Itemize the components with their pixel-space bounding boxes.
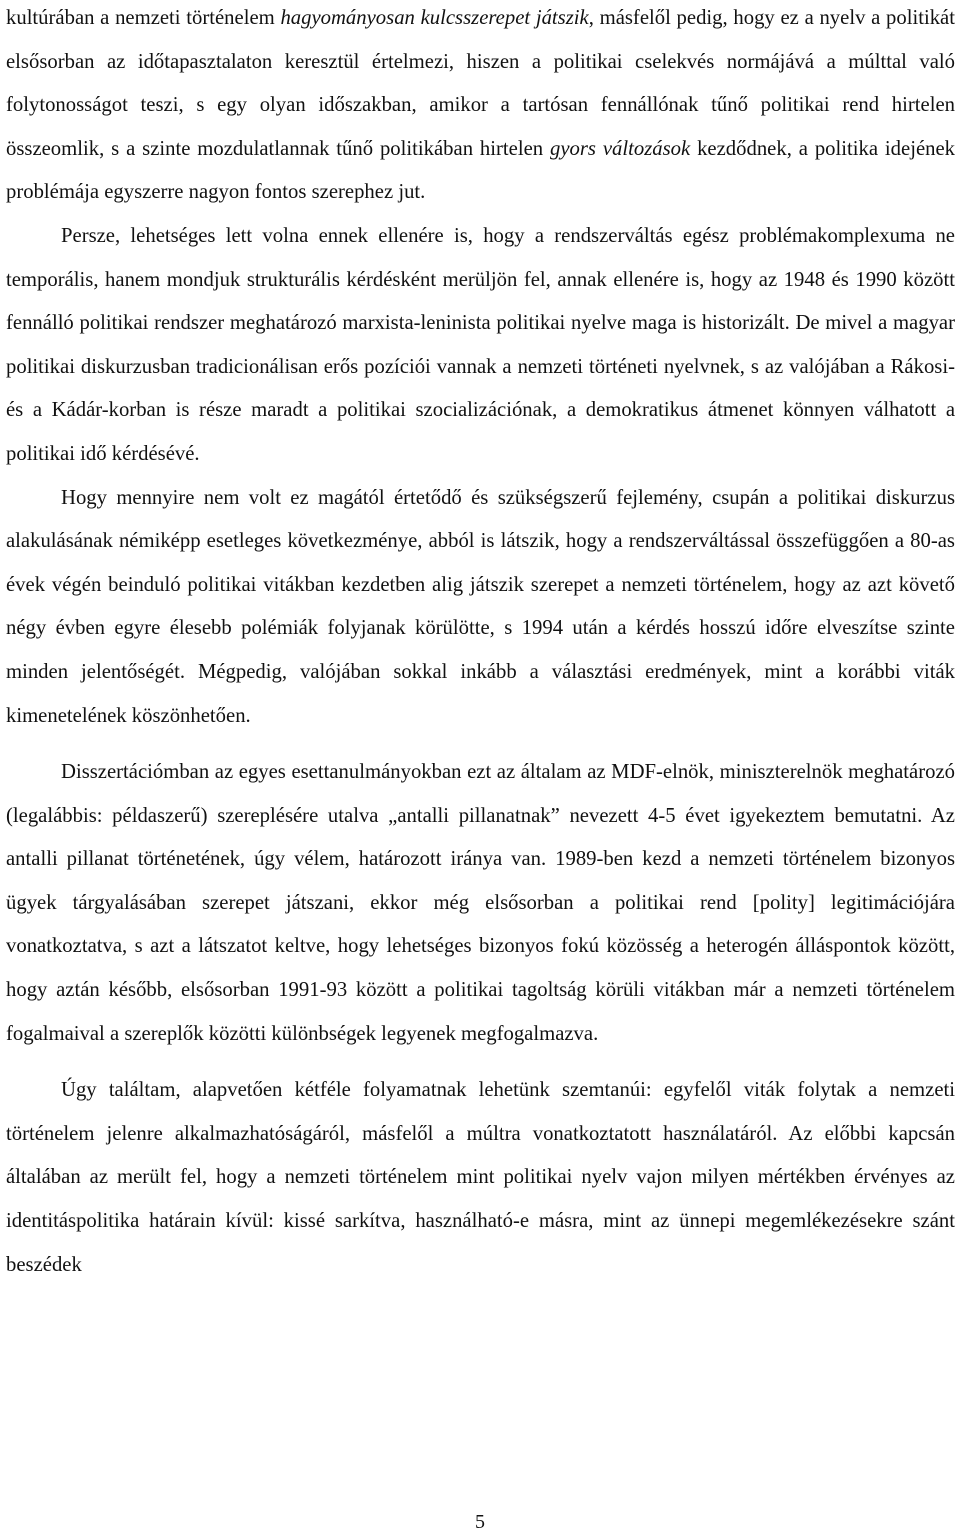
paragraph <box>6 0 955 215</box>
paragraph: Disszertációmban az egyes esettanulmányokban ezt az általam az MDF-elnök, miniszterelnök meghatározó (legalábbis: példaszerű) szereplésére utalva „antalli pillanatnak” nevezett 4-5 évet igyekeztem bemutatni. Az antalli pillanat történetének, úgy vélem, határozott iránya van. 1989-ben kezd a nemzeti történelem bizonyos ügyek tárgyalásában szerepet játszani, ekkor még elsősorban a politikai rend [polity] legitimációjára vonatkoztatva, s azt a látszatot keltve, hogy lehetséges bizonyos fokú közösség a heterogén álláspontok között, hogy aztán később, elsősorban 1991-93 között a politikai tagoltság körüli vitákban már a nemzeti történelem fogalmaival a szereplők közötti különbségek legyenek megfogalmazva. <box>6 761 955 1045</box>
paragraph-text: , másfelől pedig, hogy ez a nyelv a politikát elsősorban az időtapasztalaton keresztül értelmezi, hiszen a politikai cselekvés normájává a múlttal való folytonosságot teszi, s egy olyan időszakban, amikor a tartósan fennállónak tűnő politikai rend hirtelen összeomlik, s a szinte mozdulatlannak tűnő politikában hirtelen <box>6 7 955 160</box>
paragraph-text: kultúrában a nemzeti történelem <box>6 7 281 29</box>
paragraph: Hogy mennyire nem volt ez magától értetődő és szükségszerű fejlemény, csupán a politikai diskurzus alakulásának némiképp esetleges következménye, abból is látszik, hogy a rendszerváltással összefüggően a 80-as évek végén beinduló politikai vitákban kezdetben alig játszik szerepet a nemzeti történelem, hogy az azt követő négy évben egyre élesebb polémiák folyjanak körülötte, s 1994 után a kérdés hosszú időre elveszítse szinte minden jelentőségét. Mégpedig, valójában sokkal inkább a választási eredmények, mint a korábbi viták kimenetelének köszönhetően. <box>6 486 955 727</box>
paragraph: Úgy találtam, alapvetően kétféle folyamatnak lehetünk szemtanúi: egyfelől viták folytak a nemzeti történelem jelenre alkalmazhatóságáról, másfelől a múltra vonatkoztatott használatáról. Az előbbi kapcsán általában az merült fel, hogy a nemzeti történelem mint politikai nyelv vajon milyen mértékben érvényes az identitáspolitika határain kívül: kissé sarkítva, használható-e másra, mint az ünnepi megemlékezésekre szánt beszédek <box>6 1079 955 1276</box>
page-number: 5 <box>475 1511 485 1533</box>
paragraph: Persze, lehetséges lett volna ennek ellenére is, hogy a rendszerváltás egész problémakomplexuma ne temporális, hanem mondjuk strukturális kérdésként merüljön fel, annak ellenére is, hogy az 1948 és 1990 között fennálló politikai rendszer meghatározó marxista-leninista politikai nyelve maga is historizált. De mivel a magyar politikai diskurzusban tradicionálisan erős pozíciói vannak a nemzeti történeti nyelvnek, s az valójában a Rákosi- és a Kádár-korban is része maradt a politikai szocializációnak, a demokratikus átmenet könnyen válhatott a politikai idő kérdésévé. <box>6 224 955 465</box>
emphasis-text: gyors változások <box>550 137 691 160</box>
emphasis-text: hagyományosan kulcsszerepet játszik <box>280 7 589 29</box>
paragraph-text: kezdődnek, a politika idejének problémája egyszerre nagyon fontos szerephez jut. <box>6 137 955 204</box>
document-body <box>6 0 955 1287</box>
